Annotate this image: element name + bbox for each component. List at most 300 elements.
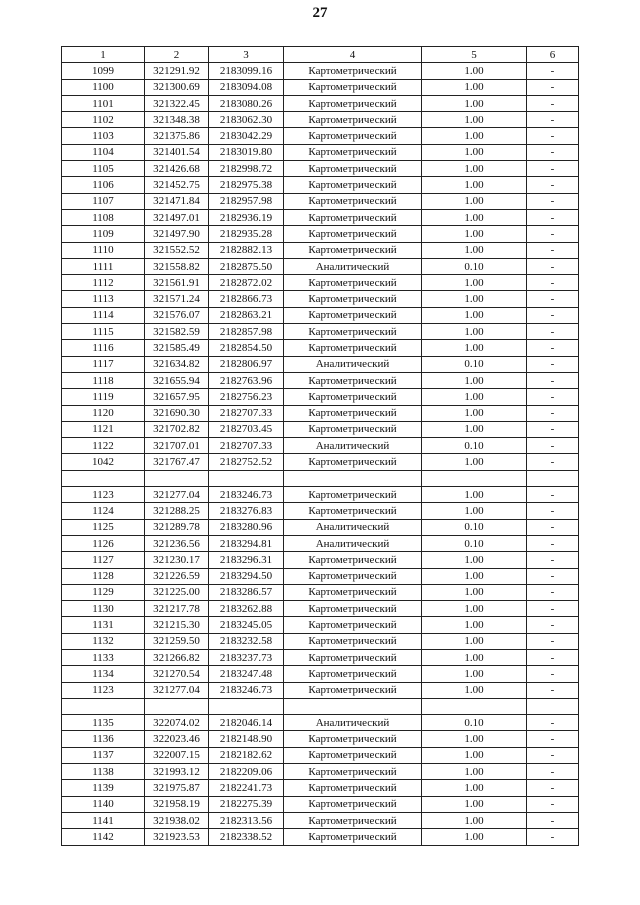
method-cell: Картометрический	[284, 666, 422, 682]
point-number-cell: 1099	[62, 63, 145, 79]
y-coordinate-cell: 2182854.50	[209, 340, 284, 356]
note-cell: -	[527, 177, 579, 193]
accuracy-cell: 1.00	[422, 209, 527, 225]
y-coordinate-cell: 2182957.98	[209, 193, 284, 209]
x-coordinate-cell: 322023.46	[145, 731, 209, 747]
x-coordinate-cell: 321958.19	[145, 796, 209, 812]
note-cell: -	[527, 356, 579, 372]
y-coordinate-cell: 2182863.21	[209, 307, 284, 323]
accuracy-cell: 1.00	[422, 487, 527, 503]
table-row	[62, 226, 579, 242]
note-cell: -	[527, 503, 579, 519]
x-coordinate-cell: 321702.82	[145, 421, 209, 437]
note-cell: -	[527, 601, 579, 617]
accuracy-cell: 0.10	[422, 356, 527, 372]
table-row	[62, 764, 579, 780]
method-cell: Картометрический	[284, 682, 422, 698]
y-coordinate-cell: 2183237.73	[209, 649, 284, 665]
table-row	[62, 372, 579, 388]
note-cell: -	[527, 487, 579, 503]
column-header: 1	[62, 47, 145, 63]
point-number-cell: 1108	[62, 209, 145, 225]
method-cell: Аналитический	[284, 519, 422, 535]
page-number: 27	[312, 5, 328, 21]
y-coordinate-cell: 2182707.33	[209, 405, 284, 421]
method-cell: Картометрический	[284, 291, 422, 307]
accuracy-cell: 1.00	[422, 454, 527, 470]
accuracy-cell: 1.00	[422, 503, 527, 519]
table-separator-row	[62, 470, 579, 486]
y-coordinate-cell: 2182148.90	[209, 731, 284, 747]
x-coordinate-cell: 321471.84	[145, 193, 209, 209]
table-row	[62, 487, 579, 503]
note-cell: -	[527, 258, 579, 274]
note-cell: -	[527, 389, 579, 405]
accuracy-cell: 1.00	[422, 128, 527, 144]
point-number-cell: 1117	[62, 356, 145, 372]
method-cell: Картометрический	[284, 601, 422, 617]
note-cell: -	[527, 421, 579, 437]
x-coordinate-cell: 321558.82	[145, 258, 209, 274]
accuracy-cell: 1.00	[422, 291, 527, 307]
method-cell: Картометрический	[284, 796, 422, 812]
method-cell: Картометрический	[284, 95, 422, 111]
y-coordinate-cell: 2182338.52	[209, 829, 284, 845]
x-coordinate-cell	[145, 698, 209, 714]
point-number-cell: 1112	[62, 275, 145, 291]
accuracy-cell: 1.00	[422, 372, 527, 388]
y-coordinate-cell: 2182046.14	[209, 715, 284, 731]
point-number-cell: 1127	[62, 552, 145, 568]
point-number-cell: 1120	[62, 405, 145, 421]
y-coordinate-cell: 2182752.52	[209, 454, 284, 470]
point-number-cell: 1142	[62, 829, 145, 845]
x-coordinate-cell: 321236.56	[145, 535, 209, 551]
method-cell: Картометрический	[284, 503, 422, 519]
y-coordinate-cell: 2182703.45	[209, 421, 284, 437]
point-number-cell: 1111	[62, 258, 145, 274]
y-coordinate-cell: 2182182.62	[209, 747, 284, 763]
accuracy-cell: 1.00	[422, 112, 527, 128]
x-coordinate-cell: 321497.90	[145, 226, 209, 242]
table-row	[62, 682, 579, 698]
note-cell: -	[527, 796, 579, 812]
method-cell: Картометрический	[284, 731, 422, 747]
table-body	[62, 63, 579, 845]
x-coordinate-cell: 321375.86	[145, 128, 209, 144]
note-cell: -	[527, 682, 579, 698]
column-header: 3	[209, 47, 284, 63]
accuracy-cell: 1.00	[422, 405, 527, 421]
x-coordinate-cell: 321585.49	[145, 340, 209, 356]
point-number-cell: 1121	[62, 421, 145, 437]
y-coordinate-cell: 2183296.31	[209, 552, 284, 568]
table-row	[62, 780, 579, 796]
y-coordinate-cell: 2182872.02	[209, 275, 284, 291]
point-number-cell	[62, 470, 145, 486]
method-cell: Картометрический	[284, 617, 422, 633]
note-cell: -	[527, 275, 579, 291]
y-coordinate-cell: 2182763.96	[209, 372, 284, 388]
method-cell: Картометрический	[284, 242, 422, 258]
table-row	[62, 275, 579, 291]
accuracy-cell: 0.10	[422, 519, 527, 535]
x-coordinate-cell: 321291.92	[145, 63, 209, 79]
y-coordinate-cell: 2182806.97	[209, 356, 284, 372]
x-coordinate-cell: 321288.25	[145, 503, 209, 519]
accuracy-cell: 1.00	[422, 193, 527, 209]
accuracy-cell: 1.00	[422, 829, 527, 845]
accuracy-cell: 1.00	[422, 812, 527, 828]
x-coordinate-cell: 321576.07	[145, 307, 209, 323]
note-cell: -	[527, 780, 579, 796]
table-row	[62, 568, 579, 584]
accuracy-cell: 1.00	[422, 63, 527, 79]
note-cell: -	[527, 649, 579, 665]
note-cell: -	[527, 568, 579, 584]
accuracy-cell: 1.00	[422, 780, 527, 796]
accuracy-cell: 1.00	[422, 649, 527, 665]
y-coordinate-cell: 2183280.96	[209, 519, 284, 535]
table-row	[62, 144, 579, 160]
y-coordinate-cell: 2182866.73	[209, 291, 284, 307]
point-number-cell: 1133	[62, 649, 145, 665]
column-header: 6	[527, 47, 579, 63]
accuracy-cell: 1.00	[422, 666, 527, 682]
table-row	[62, 503, 579, 519]
note-cell: -	[527, 454, 579, 470]
accuracy-cell: 1.00	[422, 552, 527, 568]
note-cell: -	[527, 291, 579, 307]
x-coordinate-cell: 321690.30	[145, 405, 209, 421]
accuracy-cell: 1.00	[422, 568, 527, 584]
x-coordinate-cell: 321452.75	[145, 177, 209, 193]
accuracy-cell: 1.00	[422, 389, 527, 405]
method-cell: Картометрический	[284, 421, 422, 437]
note-cell: -	[527, 747, 579, 763]
method-cell: Картометрический	[284, 812, 422, 828]
y-coordinate-cell: 2183246.73	[209, 682, 284, 698]
y-coordinate-cell: 2183262.88	[209, 601, 284, 617]
method-cell: Аналитический	[284, 715, 422, 731]
accuracy-cell: 1.00	[422, 242, 527, 258]
y-coordinate-cell: 2183019.80	[209, 144, 284, 160]
x-coordinate-cell: 321401.54	[145, 144, 209, 160]
note-cell: -	[527, 79, 579, 95]
point-number-cell: 1135	[62, 715, 145, 731]
table-row	[62, 438, 579, 454]
method-cell: Картометрический	[284, 389, 422, 405]
point-number-cell: 1137	[62, 747, 145, 763]
x-coordinate-cell: 321266.82	[145, 649, 209, 665]
x-coordinate-cell: 321270.54	[145, 666, 209, 682]
method-cell: Аналитический	[284, 535, 422, 551]
method-cell: Картометрический	[284, 209, 422, 225]
y-coordinate-cell	[209, 698, 284, 714]
method-cell: Картометрический	[284, 226, 422, 242]
note-cell: -	[527, 144, 579, 160]
y-coordinate-cell: 2182875.50	[209, 258, 284, 274]
point-number-cell: 1122	[62, 438, 145, 454]
x-coordinate-cell: 321582.59	[145, 324, 209, 340]
x-coordinate-cell: 321993.12	[145, 764, 209, 780]
table-row	[62, 601, 579, 617]
y-coordinate-cell: 2182882.13	[209, 242, 284, 258]
note-cell: -	[527, 731, 579, 747]
method-cell: Картометрический	[284, 79, 422, 95]
point-number-cell: 1118	[62, 372, 145, 388]
table-row	[62, 389, 579, 405]
accuracy-cell: 1.00	[422, 340, 527, 356]
y-coordinate-cell: 2182756.23	[209, 389, 284, 405]
method-cell: Картометрический	[284, 633, 422, 649]
point-number-cell: 1129	[62, 584, 145, 600]
accuracy-cell: 1.00	[422, 764, 527, 780]
y-coordinate-cell: 2182275.39	[209, 796, 284, 812]
method-cell: Картометрический	[284, 128, 422, 144]
y-coordinate-cell: 2182209.06	[209, 764, 284, 780]
table-row	[62, 552, 579, 568]
accuracy-cell: 0.10	[422, 438, 527, 454]
note-cell: -	[527, 617, 579, 633]
note-cell: -	[527, 161, 579, 177]
column-header: 2	[145, 47, 209, 63]
y-coordinate-cell: 2183294.81	[209, 535, 284, 551]
x-coordinate-cell: 321348.38	[145, 112, 209, 128]
accuracy-cell: 1.00	[422, 421, 527, 437]
note-cell: -	[527, 438, 579, 454]
x-coordinate-cell: 321707.01	[145, 438, 209, 454]
method-cell: Картометрический	[284, 324, 422, 340]
y-coordinate-cell: 2183246.73	[209, 487, 284, 503]
point-number-cell: 1124	[62, 503, 145, 519]
point-number-cell: 1123	[62, 682, 145, 698]
table-row	[62, 454, 579, 470]
y-coordinate-cell: 2182857.98	[209, 324, 284, 340]
point-number-cell: 1116	[62, 340, 145, 356]
point-number-cell: 1132	[62, 633, 145, 649]
method-cell: Картометрический	[284, 340, 422, 356]
table-header-row	[62, 47, 579, 63]
accuracy-cell: 1.00	[422, 177, 527, 193]
x-coordinate-cell: 321225.00	[145, 584, 209, 600]
y-coordinate-cell: 2183232.58	[209, 633, 284, 649]
table-row	[62, 747, 579, 763]
accuracy-cell: 0.10	[422, 535, 527, 551]
note-cell: -	[527, 95, 579, 111]
method-cell: Картометрический	[284, 764, 422, 780]
x-coordinate-cell: 321259.50	[145, 633, 209, 649]
y-coordinate-cell: 2182998.72	[209, 161, 284, 177]
y-coordinate-cell: 2183294.50	[209, 568, 284, 584]
x-coordinate-cell: 321300.69	[145, 79, 209, 95]
table-row	[62, 796, 579, 812]
method-cell: Аналитический	[284, 258, 422, 274]
y-coordinate-cell: 2182707.33	[209, 438, 284, 454]
note-cell: -	[527, 584, 579, 600]
method-cell	[284, 698, 422, 714]
note-cell: -	[527, 372, 579, 388]
method-cell: Картометрический	[284, 144, 422, 160]
table-row	[62, 519, 579, 535]
note-cell: -	[527, 63, 579, 79]
table-row	[62, 812, 579, 828]
method-cell: Картометрический	[284, 372, 422, 388]
note-cell: -	[527, 128, 579, 144]
y-coordinate-cell: 2183247.48	[209, 666, 284, 682]
note-cell	[527, 470, 579, 486]
x-coordinate-cell: 321634.82	[145, 356, 209, 372]
table-row	[62, 731, 579, 747]
table-row	[62, 584, 579, 600]
accuracy-cell: 0.10	[422, 258, 527, 274]
x-coordinate-cell: 322074.02	[145, 715, 209, 731]
method-cell: Картометрический	[284, 112, 422, 128]
accuracy-cell: 1.00	[422, 584, 527, 600]
accuracy-cell: 1.00	[422, 633, 527, 649]
table-row	[62, 177, 579, 193]
note-cell: -	[527, 764, 579, 780]
x-coordinate-cell: 321289.78	[145, 519, 209, 535]
table-row	[62, 209, 579, 225]
x-coordinate-cell: 321767.47	[145, 454, 209, 470]
point-number-cell: 1140	[62, 796, 145, 812]
point-number-cell: 1136	[62, 731, 145, 747]
note-cell: -	[527, 112, 579, 128]
table-row	[62, 291, 579, 307]
method-cell: Картометрический	[284, 405, 422, 421]
method-cell: Картометрический	[284, 63, 422, 79]
table-row	[62, 617, 579, 633]
table-row	[62, 242, 579, 258]
note-cell: -	[527, 812, 579, 828]
x-coordinate-cell: 321215.30	[145, 617, 209, 633]
x-coordinate-cell: 321552.52	[145, 242, 209, 258]
note-cell: -	[527, 405, 579, 421]
table-row	[62, 79, 579, 95]
note-cell: -	[527, 633, 579, 649]
x-coordinate-cell: 321655.94	[145, 372, 209, 388]
y-coordinate-cell: 2183286.57	[209, 584, 284, 600]
table-row	[62, 421, 579, 437]
point-number-cell: 1105	[62, 161, 145, 177]
x-coordinate-cell: 322007.15	[145, 747, 209, 763]
y-coordinate-cell: 2183094.08	[209, 79, 284, 95]
point-number-cell: 1130	[62, 601, 145, 617]
table-row	[62, 633, 579, 649]
method-cell: Картометрический	[284, 584, 422, 600]
x-coordinate-cell	[145, 470, 209, 486]
note-cell	[527, 698, 579, 714]
note-cell: -	[527, 193, 579, 209]
accuracy-cell: 1.00	[422, 307, 527, 323]
table-row	[62, 161, 579, 177]
table-row	[62, 307, 579, 323]
y-coordinate-cell: 2183080.26	[209, 95, 284, 111]
x-coordinate-cell: 321561.91	[145, 275, 209, 291]
column-header: 5	[422, 47, 527, 63]
y-coordinate-cell: 2183042.29	[209, 128, 284, 144]
point-number-cell: 1103	[62, 128, 145, 144]
table-row	[62, 324, 579, 340]
coordinates-table	[61, 46, 579, 846]
accuracy-cell	[422, 470, 527, 486]
note-cell: -	[527, 715, 579, 731]
note-cell: -	[527, 535, 579, 551]
accuracy-cell	[422, 698, 527, 714]
point-number-cell: 1126	[62, 535, 145, 551]
column-header: 4	[284, 47, 422, 63]
x-coordinate-cell: 321322.45	[145, 95, 209, 111]
point-number-cell: 1042	[62, 454, 145, 470]
accuracy-cell: 1.00	[422, 682, 527, 698]
method-cell: Аналитический	[284, 438, 422, 454]
table-row	[62, 112, 579, 128]
y-coordinate-cell: 2182935.28	[209, 226, 284, 242]
point-number-cell: 1134	[62, 666, 145, 682]
method-cell: Картометрический	[284, 307, 422, 323]
accuracy-cell: 1.00	[422, 95, 527, 111]
method-cell: Картометрический	[284, 193, 422, 209]
y-coordinate-cell: 2183099.16	[209, 63, 284, 79]
method-cell: Картометрический	[284, 568, 422, 584]
method-cell: Картометрический	[284, 487, 422, 503]
point-number-cell: 1115	[62, 324, 145, 340]
point-number-cell: 1128	[62, 568, 145, 584]
table-separator-row	[62, 698, 579, 714]
method-cell	[284, 470, 422, 486]
method-cell: Картометрический	[284, 552, 422, 568]
method-cell: Аналитический	[284, 356, 422, 372]
note-cell: -	[527, 519, 579, 535]
table-row	[62, 63, 579, 79]
x-coordinate-cell: 321230.17	[145, 552, 209, 568]
point-number-cell: 1106	[62, 177, 145, 193]
table-row	[62, 95, 579, 111]
y-coordinate-cell: 2183276.83	[209, 503, 284, 519]
point-number-cell: 1100	[62, 79, 145, 95]
accuracy-cell: 1.00	[422, 275, 527, 291]
table-row	[62, 193, 579, 209]
point-number-cell: 1139	[62, 780, 145, 796]
method-cell: Картометрический	[284, 780, 422, 796]
point-number-cell: 1141	[62, 812, 145, 828]
accuracy-cell: 1.00	[422, 226, 527, 242]
point-number-cell: 1104	[62, 144, 145, 160]
point-number-cell: 1109	[62, 226, 145, 242]
y-coordinate-cell: 2182241.73	[209, 780, 284, 796]
table-row	[62, 649, 579, 665]
point-number-cell: 1107	[62, 193, 145, 209]
y-coordinate-cell: 2182975.38	[209, 177, 284, 193]
method-cell: Картометрический	[284, 454, 422, 470]
note-cell: -	[527, 209, 579, 225]
x-coordinate-cell: 321426.68	[145, 161, 209, 177]
table-row	[62, 356, 579, 372]
method-cell: Картометрический	[284, 747, 422, 763]
x-coordinate-cell: 321497.01	[145, 209, 209, 225]
x-coordinate-cell: 321571.24	[145, 291, 209, 307]
point-number-cell: 1113	[62, 291, 145, 307]
table-row	[62, 535, 579, 551]
point-number-cell: 1102	[62, 112, 145, 128]
table-row	[62, 829, 579, 845]
accuracy-cell: 1.00	[422, 161, 527, 177]
method-cell: Картометрический	[284, 161, 422, 177]
point-number-cell: 1110	[62, 242, 145, 258]
accuracy-cell: 1.00	[422, 617, 527, 633]
accuracy-cell: 1.00	[422, 79, 527, 95]
